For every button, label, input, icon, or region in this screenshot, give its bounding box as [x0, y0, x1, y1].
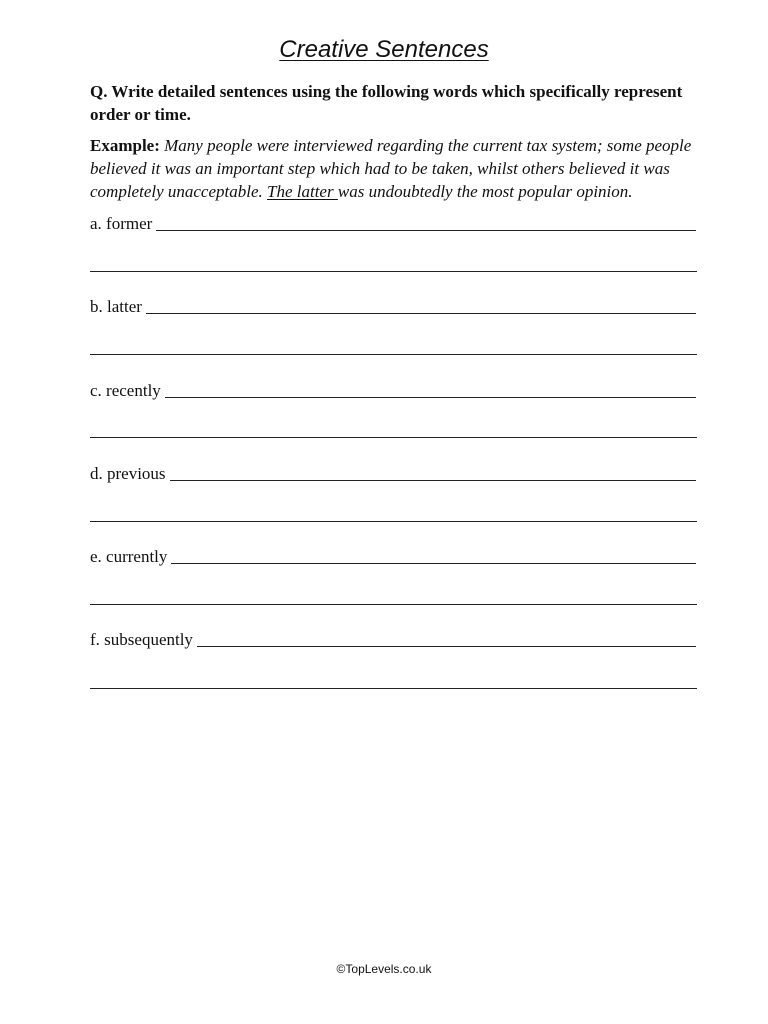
answer-line-continuation[interactable]	[90, 271, 697, 272]
example-paragraph	[90, 134, 710, 203]
item-label: e. currently	[90, 547, 168, 566]
answer-line[interactable]	[197, 630, 696, 647]
example-text-before: Many people were interviewed regarding the current tax system; some people believed it was an important step which had to be taken, whilst others believed it was completely unacceptable.	[90, 136, 692, 201]
question-text: Q. Write detailed sentences using the following words which specifically represent order or time.	[90, 82, 683, 124]
answer-item-former	[90, 212, 696, 234]
item-label: c. recently	[90, 381, 161, 400]
item-label: a. former	[90, 214, 153, 233]
copyright-footer: ©TopLevels.co.uk	[336, 962, 432, 976]
item-label: f. subsequently	[90, 630, 193, 649]
answer-line[interactable]	[146, 297, 696, 314]
example-text-after: was undoubtedly the most popular opinion.	[337, 182, 633, 201]
answer-item-currently	[90, 545, 696, 567]
answer-item-recently	[90, 379, 696, 401]
answer-line[interactable]	[171, 547, 696, 564]
answer-item-previous	[90, 462, 696, 484]
item-label: d. previous	[90, 464, 166, 483]
answer-line[interactable]	[170, 464, 696, 481]
example-key-phrase: The latter	[267, 182, 338, 201]
answer-item-subsequently	[90, 628, 696, 650]
answer-item-latter	[90, 295, 696, 317]
item-label: b. latter	[90, 297, 142, 316]
answer-line-continuation[interactable]	[90, 688, 697, 689]
answer-line-continuation[interactable]	[90, 521, 697, 522]
answer-line-continuation[interactable]	[90, 354, 697, 355]
answer-line-continuation[interactable]	[90, 604, 697, 605]
answer-line-continuation[interactable]	[90, 437, 697, 438]
page-title: Creative Sentences	[279, 36, 489, 63]
answer-line[interactable]	[156, 214, 696, 231]
answer-line[interactable]	[165, 381, 696, 398]
example-label: Example:	[90, 136, 160, 155]
